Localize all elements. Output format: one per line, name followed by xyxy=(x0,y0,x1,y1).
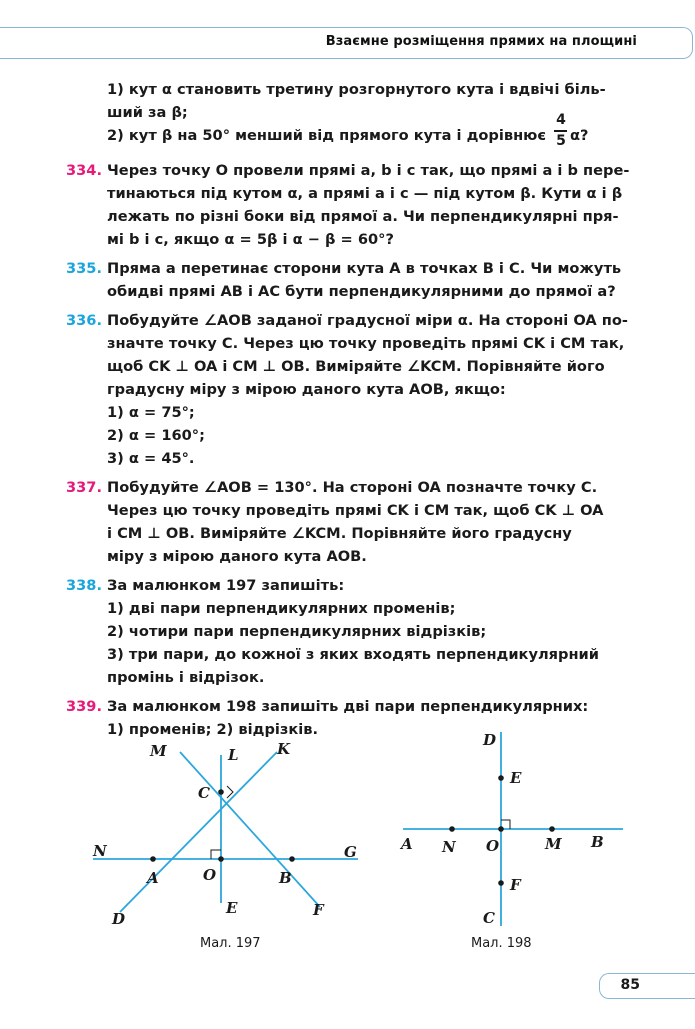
fraction-bar xyxy=(554,130,567,132)
point-o xyxy=(498,826,504,832)
label-o: O xyxy=(486,837,500,855)
right-angle-mark xyxy=(227,786,233,798)
text-line: 3) три пари, до кожної з яких входять перпендикулярний xyxy=(107,646,599,663)
label-e: E xyxy=(510,769,522,787)
task-number: 334. xyxy=(66,162,103,179)
text-line: Пряма a перетинає сторони кута A в точках B і C. Чи можуть xyxy=(107,260,622,277)
text-line: 2) α = 160°; xyxy=(107,427,205,444)
text-line: градусну міру з мірою даного кута AOB, якщо: xyxy=(107,381,506,398)
point-c xyxy=(218,789,224,795)
text-line: 2) кут β на 50° менший від прямого кута і дорівнює xyxy=(107,127,547,144)
text-line: Побудуйте ∠AOB = 130°. На стороні OA позначте точку C. xyxy=(107,479,598,496)
text-line: За малюнком 198 запишіть дві пари перпендикулярних: xyxy=(107,698,589,715)
label-m: M xyxy=(545,835,562,853)
text-line: 1) променів; 2) відрізків. xyxy=(107,721,319,738)
text-line: ший за β; xyxy=(107,104,188,121)
point-o xyxy=(218,856,224,862)
point-m xyxy=(549,826,555,832)
text-line: 1) кут α становить третину розгорнутого кута і вдвічі біль- xyxy=(107,81,606,98)
label-n: N xyxy=(442,838,456,856)
label-k: K xyxy=(277,740,291,758)
label-b: B xyxy=(279,869,292,887)
figure-caption: Мал. 197 xyxy=(200,936,261,951)
fraction-numerator: 4 xyxy=(556,112,566,128)
text-line: Побудуйте ∠AOB заданої градусної міри α. На стороні OA по- xyxy=(107,312,628,329)
task-number: 337. xyxy=(66,479,103,496)
text-line: і CM ⊥ OB. Виміряйте ∠KCM. Порівняйте його градусну xyxy=(107,525,572,542)
label-a: A xyxy=(401,835,413,853)
text-line: α? xyxy=(570,127,589,144)
text-line: 3) α = 45°. xyxy=(107,450,195,467)
label-n: N xyxy=(93,842,107,860)
text-line: Через точку O провели прямі a, b і c так, що прямі a і b пере- xyxy=(107,162,630,179)
header-title: Взаємне розміщення прямих на площині xyxy=(325,34,637,49)
text-line: лежать по різні боки від прямої a. Чи перпендикулярні пря- xyxy=(107,208,619,225)
figure-caption: Мал. 198 xyxy=(471,936,532,951)
label-d: D xyxy=(483,731,497,749)
text-line: За малюнком 197 запишіть: xyxy=(107,577,345,594)
task-number: 336. xyxy=(66,312,103,329)
text-line: мі b і c, якщо α = 5β і α − β = 60°? xyxy=(107,231,394,248)
fraction-denominator: 5 xyxy=(556,133,566,149)
task-number: 338. xyxy=(66,577,103,594)
label-c: C xyxy=(198,784,210,802)
point-a xyxy=(150,856,156,862)
text-line: тинаються під кутом α, а прямі a і c — під кутом β. Кути α і β xyxy=(107,185,623,202)
label-e: E xyxy=(226,899,238,917)
label-b: B xyxy=(591,833,604,851)
label-m: M xyxy=(150,742,167,760)
label-c: C xyxy=(483,909,495,927)
task-number: 335. xyxy=(66,260,103,277)
label-f: F xyxy=(510,876,521,894)
figure-197 xyxy=(80,735,380,955)
text-line: Через цю точку проведіть прямі CK і CM так, щоб CK ⊥ OA xyxy=(107,502,604,519)
point-e xyxy=(498,775,504,781)
figure-198 xyxy=(395,728,635,956)
label-l: L xyxy=(228,746,239,764)
text-line: значте точку C. Через цю точку проведіть прямі CK і CM так, xyxy=(107,335,625,352)
page-number-frame xyxy=(599,973,695,999)
task-number: 339. xyxy=(66,698,103,715)
text-line: промінь і відрізок. xyxy=(107,669,265,686)
text-line: міру з мірою даного кута AOB. xyxy=(107,548,367,565)
label-o: O xyxy=(203,866,217,884)
point-b xyxy=(289,856,295,862)
label-a: A xyxy=(147,869,159,887)
text-line: обидві прямі AB і AC бути перпендикулярними до прямої a? xyxy=(107,283,616,300)
point-n xyxy=(449,826,455,832)
page-number: 85 xyxy=(620,977,640,993)
label-f: F xyxy=(313,901,324,919)
text-line: щоб CK ⊥ OA і CM ⊥ OB. Виміряйте ∠KCM. Порівняйте його xyxy=(107,358,605,375)
label-g: G xyxy=(344,843,357,861)
label-d: D xyxy=(112,910,126,928)
point-f xyxy=(498,880,504,886)
text-line: 2) чотири пари перпендикулярних відрізків; xyxy=(107,623,487,640)
text-line: 1) дві пари перпендикулярних променів; xyxy=(107,600,456,617)
text-line: 1) α = 75°; xyxy=(107,404,195,421)
